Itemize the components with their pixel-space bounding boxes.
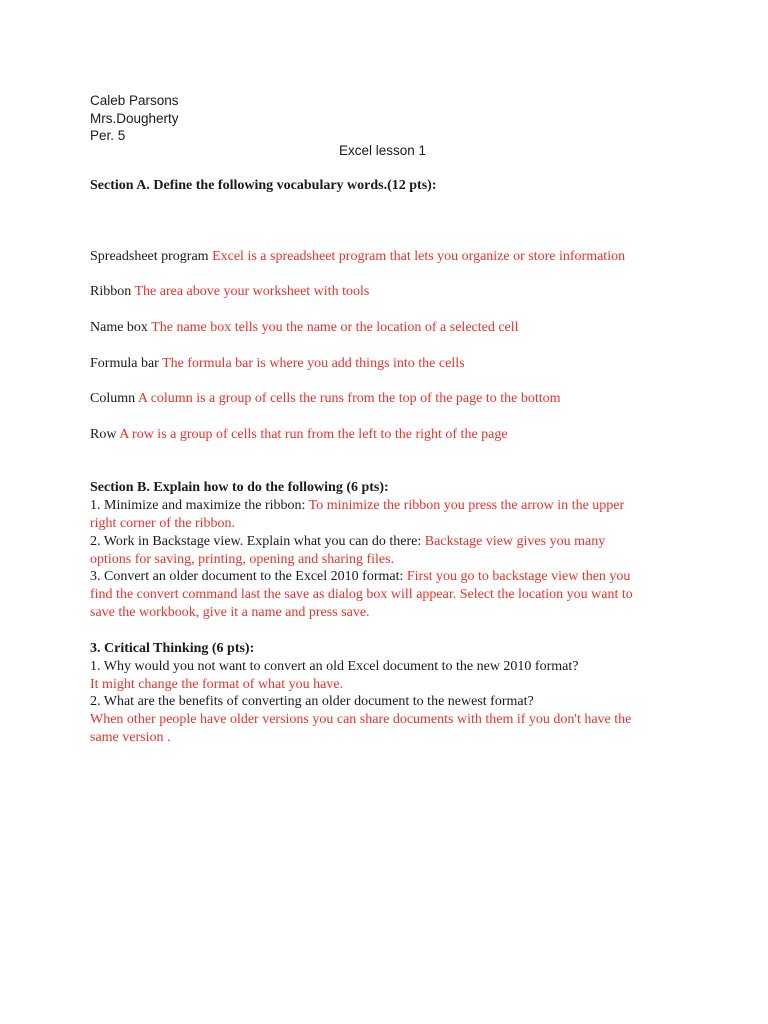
vocab-term: Column: [90, 391, 136, 406]
question-prompt: 3. Convert an older document to the Excel 2010 format:: [90, 569, 404, 584]
vocab-item: [90, 319, 519, 337]
question-answer: options for saving, printing, opening and sharing files.: [90, 552, 395, 567]
question-answer: save the workbook, give it a name and press save.: [90, 605, 370, 620]
question-prompt: 1. Why would you not want to convert an old Excel document to the new 2010 format?: [90, 659, 579, 674]
question-prompt: 2. Work in Backstage view. Explain what you can do there:: [90, 534, 422, 549]
section-b-heading: Section B. Explain how to do the following (6 pts):: [90, 480, 389, 495]
vocab-item: [90, 390, 561, 408]
vocab-term: Spreadsheet program: [90, 249, 209, 264]
question-answer: First you go to backstage view then you: [406, 569, 631, 584]
teacher-name: Mrs.Dougherty: [90, 111, 179, 126]
question-answer: It might change the format of what you have.: [90, 677, 344, 692]
vocab-answer: A column is a group of cells the runs from the top of the page to the bottom: [137, 391, 561, 406]
class-period: Per. 5: [90, 128, 126, 143]
section-c-heading: 3. Critical Thinking (6 pts):: [90, 641, 255, 656]
question-answer: find the convert command last the save as dialog box will appear. Select the location you want to: [90, 587, 633, 602]
vocab-answer: A row is a group of cells that run from the left to the right of the page: [119, 427, 508, 442]
question-answer: right corner of the ribbon.: [90, 516, 236, 531]
vocab-answer: The formula bar is where you add things into the cells: [162, 356, 465, 371]
vocab-item: [90, 355, 465, 373]
vocab-item: [90, 283, 369, 301]
vocab-term: Formula bar: [90, 356, 159, 371]
vocab-answer: The name box tells you the name or the location of a selected cell: [151, 320, 519, 335]
vocab-term: Name box: [90, 320, 148, 335]
question-answer: To minimize the ribbon you press the arrow in the upper: [308, 498, 625, 513]
vocab-term: Ribbon: [90, 284, 132, 299]
vocab-item: [90, 248, 625, 266]
question-answer: When other people have older versions you can share documents with them if you don't have the: [90, 712, 632, 727]
question-prompt: 1. Minimize and maximize the ribbon:: [90, 498, 306, 513]
question-line: [90, 533, 605, 551]
question-line: [90, 497, 624, 515]
vocab-answer: The area above your worksheet with tools: [134, 284, 370, 299]
question-line: [90, 568, 630, 586]
question-answer: Backstage view gives you many: [424, 534, 606, 549]
vocab-item: [90, 426, 508, 444]
section-a-heading: Section A. Define the following vocabulary words.(12 pts):: [90, 178, 437, 193]
question-prompt: 2. What are the benefits of converting an older document to the newest format?: [90, 694, 534, 709]
document-title: Excel lesson 1: [339, 143, 427, 158]
vocab-term: Row: [90, 427, 117, 442]
student-name: Caleb Parsons: [90, 93, 179, 108]
vocab-answer: Excel is a spreadsheet program that lets you organize or store information: [212, 249, 626, 264]
question-answer: same version .: [90, 730, 171, 745]
